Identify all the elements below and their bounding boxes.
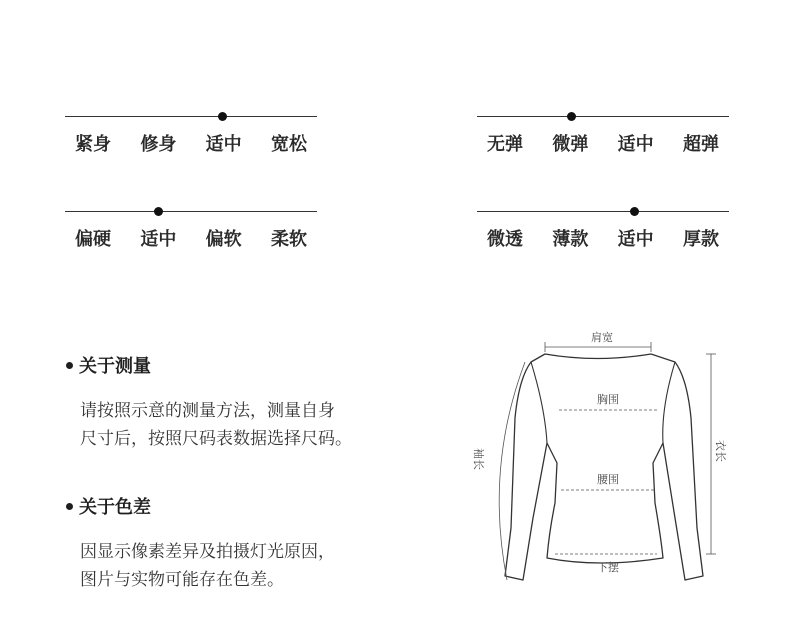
measurement-title <box>66 352 151 378</box>
scale-label: 偏硬 <box>75 229 111 250</box>
scale-label: 适中 <box>205 134 242 155</box>
scale-label: 厚款 <box>682 229 719 250</box>
scale-marker <box>567 112 576 121</box>
measurement-line: 尺寸后，按照尺码表数据选择尺码。 <box>80 429 352 449</box>
scale-label: 微弹 <box>552 134 589 155</box>
scale-label: 修身 <box>140 134 177 155</box>
waist-label: 腰围 <box>597 473 619 486</box>
scale-line <box>65 116 317 117</box>
scale-line <box>65 211 317 212</box>
scale-marker <box>630 207 639 216</box>
scale-label: 微透 <box>487 229 523 250</box>
scale-line <box>477 116 729 117</box>
shirt-outline-icon <box>465 318 730 590</box>
scale-label: 宽松 <box>270 134 307 155</box>
measurement-title-text: 关于测量 <box>79 356 151 377</box>
scale-label: 柔软 <box>270 229 307 250</box>
scale-marker <box>154 207 163 216</box>
scale-label: 薄款 <box>552 229 589 250</box>
color-text <box>80 538 335 594</box>
scale-label: 偏软 <box>205 229 242 250</box>
bullet-icon <box>66 362 73 369</box>
scale-label: 适中 <box>617 134 654 155</box>
color-line: 因显示像素差异及拍摄灯光原因， <box>80 542 335 562</box>
scale-label: 适中 <box>617 229 654 250</box>
sleeve-label: 袖长 <box>472 448 485 470</box>
shoulder-label: 肩宽 <box>591 331 613 344</box>
hem-label: 下摆 <box>597 561 619 574</box>
color-line: 图片与实物可能存在色差。 <box>80 570 284 590</box>
bullet-icon <box>66 503 73 510</box>
length-label: 衣长 <box>714 440 727 462</box>
scale-label: 紧身 <box>75 134 111 155</box>
measurement-text <box>80 397 352 453</box>
scale-marker <box>218 112 227 121</box>
color-title <box>66 493 151 519</box>
garment-diagram <box>465 318 730 590</box>
measurement-line: 请按照示意的测量方法，测量自身 <box>80 401 335 421</box>
scale-line <box>477 211 729 212</box>
chest-label: 胸围 <box>597 393 619 406</box>
scale-label: 适中 <box>140 229 177 250</box>
scale-label: 超弹 <box>682 134 719 155</box>
color-title-text: 关于色差 <box>79 497 151 518</box>
scale-label: 无弹 <box>487 134 523 155</box>
